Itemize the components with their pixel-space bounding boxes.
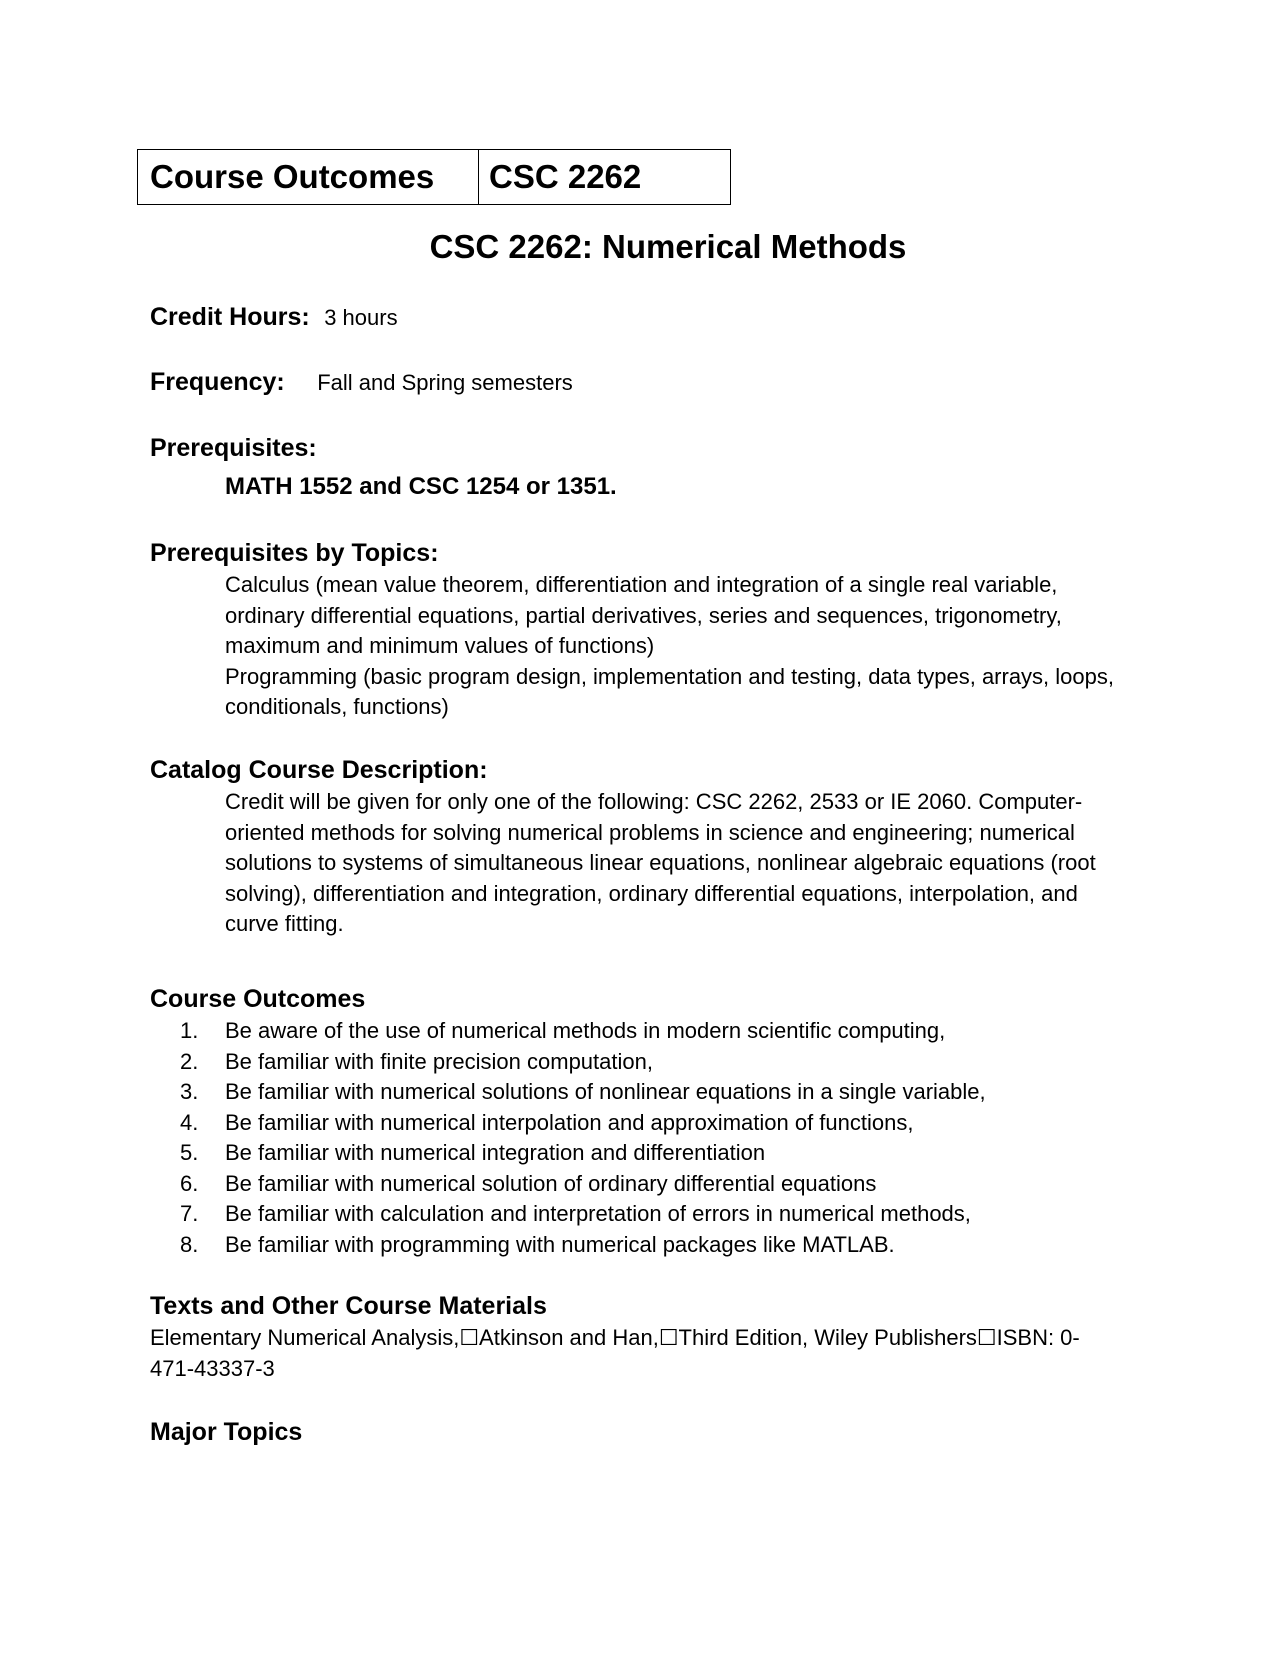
outcomes-list	[180, 1016, 986, 1260]
catalog-text: Credit will be given for only one of the following: CSC 2262, 2533 or IE 2060. Computer-oriented methods for solving numerical problems in science and engineering; numerical solutions to systems of simultaneous linear equations, nonlinear algebraic equations (root solving), differentiation and integration, ordinary differential equations, interpolation, and curve fitting.	[225, 789, 1096, 936]
frequency-row	[150, 368, 573, 397]
frequency-value: Fall and Spring semesters	[317, 370, 573, 395]
frequency-label: Frequency:	[150, 368, 285, 396]
list-item: 2. Be familiar with finite precision computation,	[180, 1048, 653, 1074]
header-cell-right: CSC 2262	[489, 158, 642, 195]
prerequisites-value: MATH 1552 and CSC 1254 or 1351.	[225, 473, 617, 500]
major-topics-label: Major Topics	[150, 1418, 303, 1446]
list-item: 3. Be familiar with numerical solutions of nonlinear equations in a single variable,	[180, 1079, 986, 1104]
list-item: 7. Be familiar with calculation and interpretation of errors in numerical methods,	[180, 1201, 971, 1226]
list-item: 1. Be aware of the use of numerical methods in modern scientific computing,	[180, 1018, 946, 1043]
credit-hours-row	[150, 303, 398, 332]
list-item: 5. Be familiar with numerical integration and differentiation	[180, 1140, 766, 1165]
list-item: 6. Be familiar with numerical solution of ordinary differential equations	[180, 1170, 877, 1196]
credit-hours-label: Credit Hours:	[150, 303, 310, 331]
prereq-topics-programming: Programming (basic program design, implementation and testing, data types, arrays, loops, conditionals, functions)	[225, 663, 1114, 719]
list-item: 4. Be familiar with numerical interpolation and approximation of functions,	[180, 1109, 914, 1135]
prereq-topics-calculus: Calculus (mean value theorem, differentiation and integration of a single real variable, ordinary differential equations, partial derivatives, series and sequences, trigonometry, maximum and minimum values of functions)	[225, 572, 1062, 658]
header-table	[137, 149, 731, 205]
outcomes-label: Course Outcomes	[150, 985, 366, 1013]
texts-value: Elementary Numerical Analysis,☐Atkinson and Han,☐Third Edition, Wiley Publishers☐ISBN: 0-471-43337-3	[150, 1325, 1080, 1381]
credit-hours-value: 3 hours	[324, 305, 398, 330]
header-cell-left: Course Outcomes	[138, 150, 479, 204]
catalog-label: Catalog Course Description:	[150, 756, 488, 784]
texts-label: Texts and Other Course Materials	[150, 1292, 547, 1320]
list-item: 8. Be familiar with programming with numerical packages like MATLAB.	[180, 1231, 895, 1257]
course-title: CSC 2262: Numerical Methods	[429, 228, 907, 265]
prereq-topics-label: Prerequisites by Topics:	[150, 539, 439, 567]
prerequisites-label: Prerequisites:	[150, 434, 317, 462]
prereq-topics-text	[225, 570, 1125, 723]
